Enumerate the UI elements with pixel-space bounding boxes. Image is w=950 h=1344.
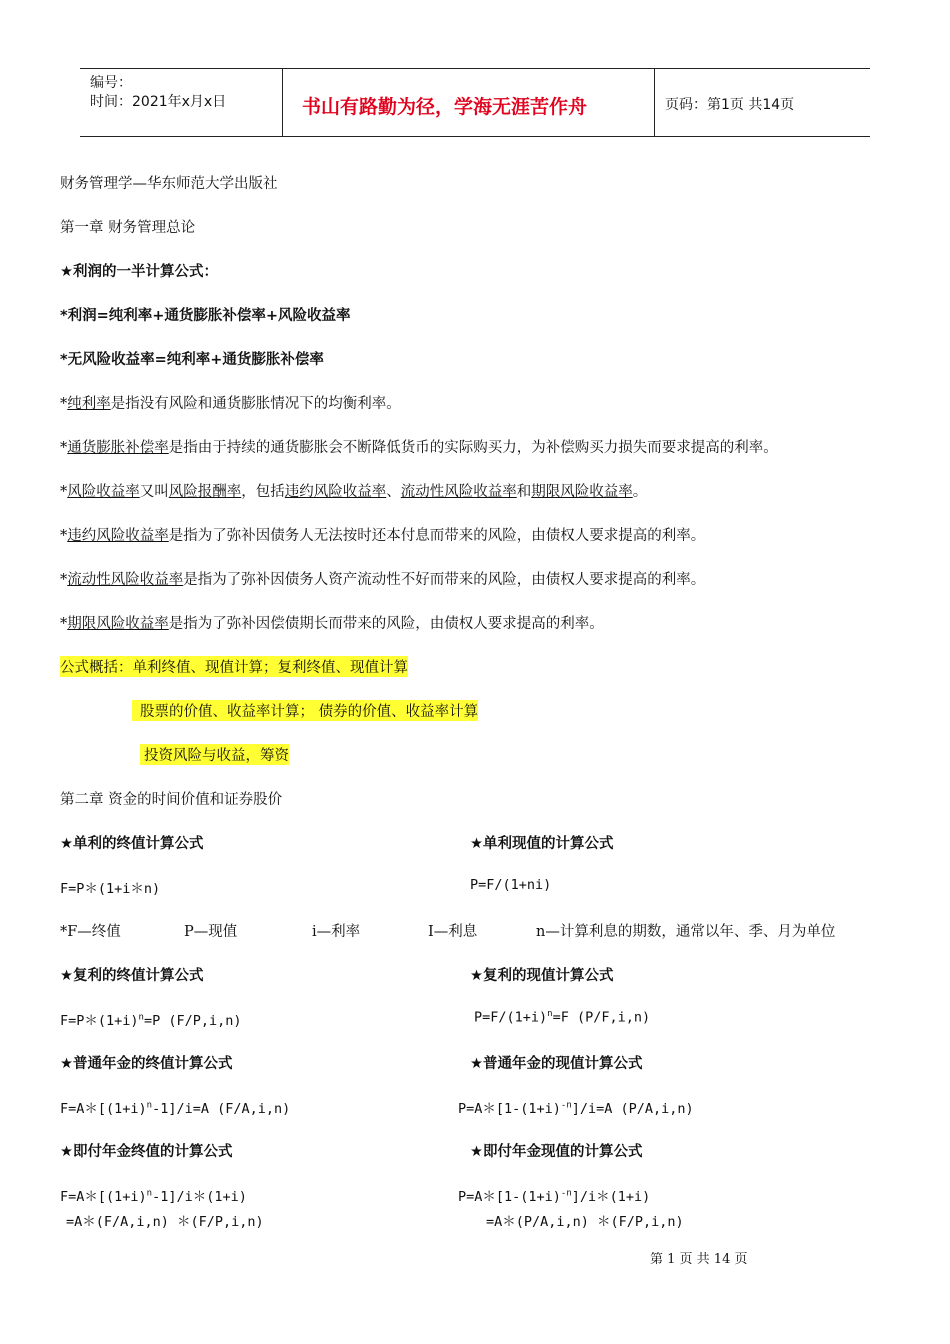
header-time-label: 时间：2021年x月x日	[90, 94, 227, 110]
exponent: -n	[560, 1100, 572, 1111]
bullet: *	[60, 484, 68, 500]
annuity-due-pv-title: ★即付年金现值的计算公式	[470, 1144, 643, 1160]
formula-part: -1]/i=A (F/A,i,n)	[152, 1101, 291, 1117]
formula-part: P=F/(1+i)	[474, 1009, 548, 1026]
legend-periods: n—计算利息的期数，通常以年、季、月为单位	[536, 924, 836, 940]
term: 流动性风险收益率	[67, 572, 184, 588]
simple-pv-title: ★单利现值的计算公式	[470, 836, 614, 852]
annuity-pv-formula	[458, 1097, 694, 1117]
text: 又叫	[139, 484, 169, 500]
exponent: -n	[560, 1188, 572, 1199]
formula-part: F=P＊(1+i)	[60, 1013, 139, 1029]
compound-pv-title: ★复利的现值计算公式	[470, 968, 614, 984]
formula-part: P=A＊[1-(1+i)	[458, 1101, 561, 1117]
source-line: 财务管理学—华东师范大学出版社	[60, 176, 278, 192]
exponent: n	[138, 1012, 144, 1023]
formula-part: -1]/i＊(1+i)	[152, 1189, 247, 1205]
definition-text: 是指没有风险和通货膨胀情况下的均衡利率。	[110, 396, 401, 412]
definition-inflation	[60, 436, 778, 457]
definition-pure-rate	[60, 392, 401, 413]
compound-fv-formula	[60, 1009, 242, 1029]
exponent: n	[146, 1100, 153, 1111]
bullet: *	[60, 396, 68, 412]
term: 风险报酬率	[168, 484, 242, 500]
text: ，包括	[241, 484, 285, 500]
formula-part: F=A＊[(1+i)	[60, 1101, 147, 1117]
formula-part: ]/i=A (P/A,i,n)	[571, 1101, 694, 1117]
definition-text: 是指为了弥补因债务人资产流动性不好而带来的风险，由债权人要求提高的利率。	[183, 572, 706, 588]
annuity-due-fv-formula-1	[60, 1185, 247, 1205]
simple-fv-title: ★单利的终值计算公式	[60, 836, 204, 852]
summary-line-3: 投资风险与收益，筹资	[140, 744, 289, 765]
annuity-fv-title: ★普通年金的终值计算公式	[60, 1056, 233, 1072]
term: 风险收益率	[67, 484, 140, 500]
bullet: *	[60, 572, 68, 588]
header-motto: 书山有路勤为径，学海无涯苦作舟	[302, 96, 588, 118]
definition-risk-return	[60, 480, 647, 501]
formula-part: =P (F/P,i,n)	[143, 1013, 242, 1029]
header-divider	[282, 69, 283, 136]
formula-part: F=A＊[(1+i)	[60, 1189, 147, 1205]
definition-text: 是指由于持续的通货膨胀会不断降低货币的实际购买力，为补偿购买力损失而要求提高的利率。	[168, 440, 778, 456]
header-number-label: 编号：	[90, 75, 132, 91]
summary-line-1: 公式概括：单利终值、现值计算；复利终值、现值计算	[60, 656, 408, 677]
annuity-due-pv-formula-2: =A＊(P/A,i,n) ＊(F/P,i,n)	[486, 1214, 684, 1230]
definition-default-risk	[60, 524, 705, 545]
term: 期限风险收益率	[531, 484, 633, 500]
header-page-info: 页码：第1页 共14页	[665, 97, 795, 113]
legend-interest: I—利息	[428, 924, 478, 940]
bullet: *	[60, 440, 68, 456]
legend-interest-rate: i—利率	[312, 924, 361, 940]
chapter-2-heading: 第二章 资金的时间价值和证券股价	[60, 792, 283, 808]
text: 。	[632, 484, 648, 500]
text: 和	[516, 484, 532, 500]
exponent: n	[547, 1009, 553, 1019]
chapter-1-heading: 第一章 财务管理总论	[60, 220, 196, 236]
simple-pv-formula: P=F/(1+ni)	[470, 877, 552, 893]
summary-line-2: 股票的价值、收益率计算； 债券的价值、收益率计算	[132, 700, 478, 721]
term: 流动性风险收益率	[400, 484, 517, 500]
simple-fv-formula: F=P＊(1+i＊n)	[60, 881, 161, 897]
profit-title: ★利润的一半计算公式：	[60, 264, 218, 280]
riskfree-formula: *无风险收益率=纯利率+通货膨胀补偿率	[60, 352, 324, 368]
text: 、	[386, 484, 401, 500]
term: 违约风险收益率	[67, 528, 169, 544]
annuity-pv-title: ★普通年金的现值计算公式	[470, 1056, 643, 1072]
compound-fv-title: ★复利的终值计算公式	[60, 968, 204, 984]
term: 通货膨胀补偿率	[67, 440, 169, 456]
definition-maturity-risk	[60, 612, 604, 633]
term: 期限风险收益率	[67, 616, 169, 632]
formula-part: ]/i＊(1+i)	[571, 1189, 651, 1205]
page-footer: 第 1 页 共 14 页	[650, 1252, 748, 1267]
exponent: n	[146, 1188, 153, 1199]
definition-text: 是指为了弥补因偿债期长而带来的风险，由债权人要求提高的利率。	[168, 616, 604, 632]
annuity-fv-formula	[60, 1097, 290, 1117]
term: 违约风险收益率	[284, 484, 387, 500]
header-divider	[654, 69, 655, 136]
bullet: *	[60, 616, 68, 632]
formula-part: P=A＊[1-(1+i)	[458, 1189, 561, 1205]
formula-part: =F (P/F,i,n)	[552, 1009, 651, 1026]
definition-liquidity-risk	[60, 568, 705, 589]
legend-future-value: *F—终值	[60, 924, 121, 940]
term: 纯利率	[67, 396, 111, 412]
definition-text: 是指为了弥补因债务人无法按时还本付息而带来的风险，由债权人要求提高的利率。	[168, 528, 706, 544]
profit-formula: *利润=纯利率+通货膨胀补偿率+风险收益率	[60, 308, 351, 324]
compound-pv-formula	[474, 1009, 650, 1026]
annuity-due-fv-formula-2: =A＊(F/A,i,n) ＊(F/P,i,n)	[66, 1214, 264, 1230]
bullet: *	[60, 528, 68, 544]
annuity-due-fv-title: ★即付年金终值的计算公式	[60, 1144, 233, 1160]
annuity-due-pv-formula-1	[458, 1185, 650, 1205]
legend-present-value: P—现值	[184, 924, 238, 940]
